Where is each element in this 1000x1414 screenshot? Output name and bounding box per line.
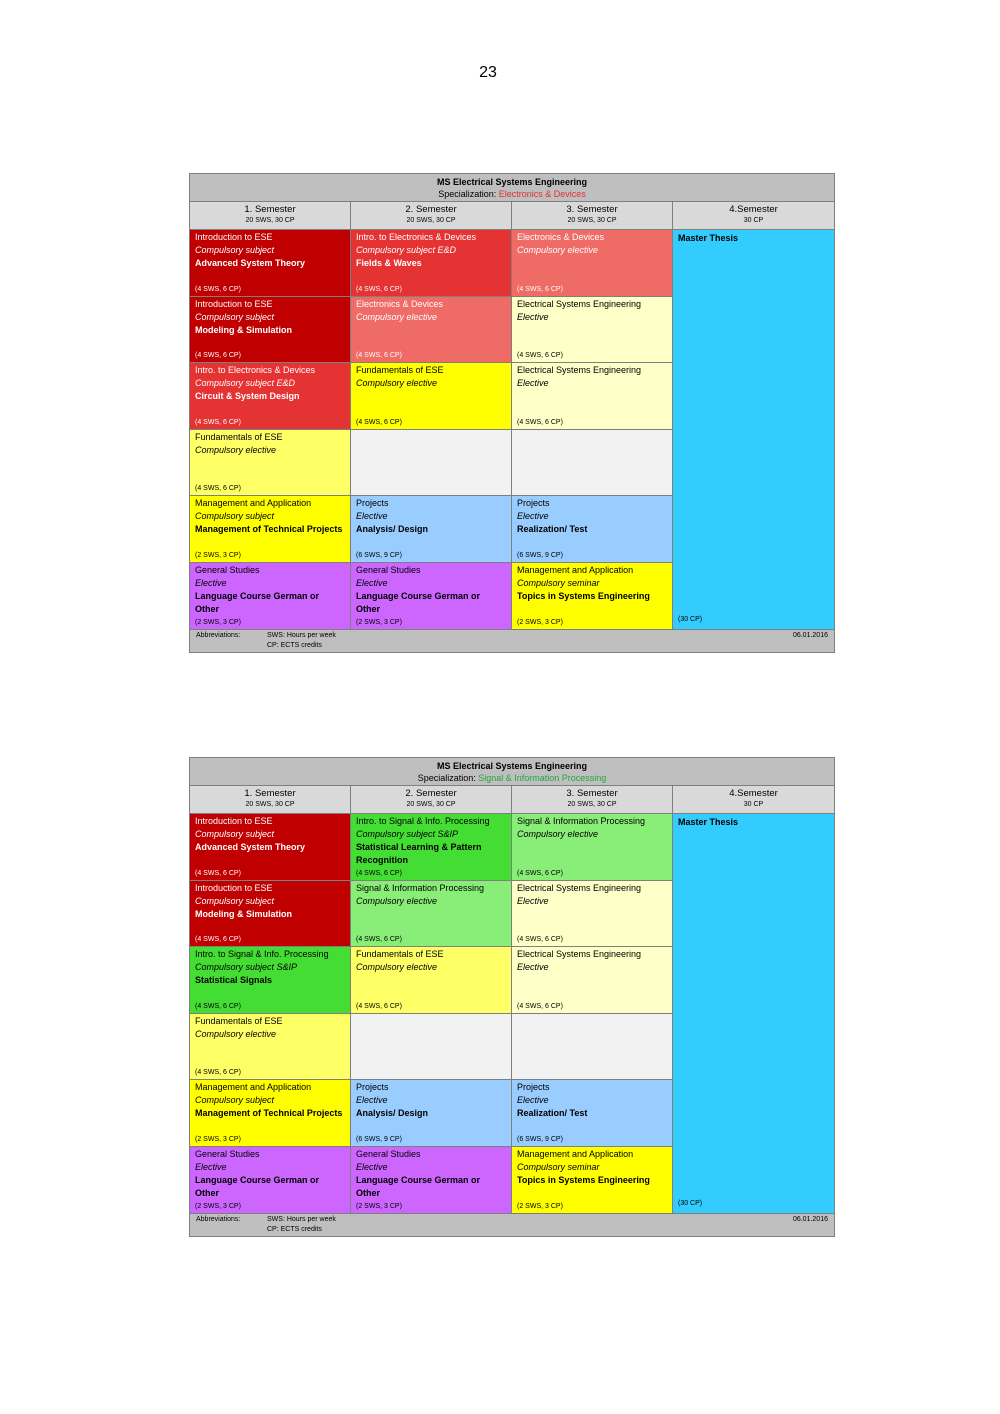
abbreviation-cp: CP: ECTS credits [267, 1226, 322, 1233]
module-area: Management and Application [195, 1082, 312, 1092]
module-area: Electronics & Devices [517, 232, 605, 242]
module-type: Compulsory subject [195, 895, 275, 906]
module-workload: (2 SWS, 3 CP) [517, 619, 563, 626]
semester-title: 2. Semester [405, 204, 457, 215]
module-cell [512, 496, 672, 563]
module-cell [190, 563, 350, 630]
module-type: Elective [356, 1161, 388, 1172]
master-thesis-block [673, 230, 834, 629]
module-type: Elective [517, 378, 549, 388]
module-cell [351, 363, 511, 430]
module-area: General Studies [356, 564, 421, 575]
module-workload: (6 SWS, 9 CP) [356, 551, 402, 559]
module-cell [190, 363, 350, 430]
module-area: Fundamentals of ESE [195, 431, 283, 442]
module-cell [351, 496, 511, 563]
semester-title: 1. Semester [244, 204, 296, 215]
semester-title: 1. Semester [244, 788, 296, 799]
semester-column [512, 230, 673, 629]
semester-column [512, 814, 673, 1213]
module-workload: (4 SWS, 6 CP) [517, 936, 563, 943]
module-name: Modeling & Simulation [195, 324, 292, 335]
module-grid [190, 230, 834, 630]
module-workload: (4 SWS, 6 CP) [195, 418, 241, 426]
study-plan-signal-processing [189, 757, 835, 1237]
empty-cell [351, 1014, 511, 1081]
module-workload: (4 SWS, 6 CP) [356, 418, 402, 426]
module-name: Management of Technical Projects [195, 1108, 343, 1118]
module-area: Projects [517, 498, 550, 508]
semester-column [190, 230, 351, 629]
module-cell [351, 297, 511, 364]
module-name: Realization/ Test [517, 1108, 588, 1118]
plan-specialization [190, 772, 834, 784]
module-workload: (4 SWS, 6 CP) [195, 1069, 241, 1076]
module-area: General Studies [195, 1148, 260, 1159]
semester-column [190, 814, 351, 1213]
module-type: Compulsory elective [517, 829, 599, 839]
module-type: Elective [517, 895, 549, 906]
module-cell [351, 230, 511, 297]
module-workload: (4 SWS, 6 CP) [195, 1002, 241, 1010]
module-area: Introduction to ESE [195, 298, 273, 309]
module-workload: (2 SWS, 3 CP) [195, 1135, 241, 1143]
module-name: Topics in Systems Engineering [517, 1174, 650, 1185]
module-workload: (4 SWS, 6 CP) [517, 418, 563, 426]
module-area: Introduction to ESE [195, 816, 273, 826]
plan-title: MS Electrical Systems Engineering [436, 177, 588, 187]
module-cell [512, 881, 672, 948]
module-type: Compulsory subject S&IP [356, 829, 459, 839]
module-workload: (4 SWS, 6 CP) [195, 485, 241, 492]
semester-workload: 20 SWS, 30 CP [567, 217, 617, 224]
module-cell [351, 563, 511, 630]
module-cell [512, 814, 672, 881]
specialization-name: Signal & Information Processing [478, 773, 607, 783]
semester-header [673, 786, 834, 813]
module-type: Compulsory subject [195, 829, 275, 839]
module-area: Projects [517, 1082, 550, 1092]
module-type: Compulsory seminar [517, 1161, 600, 1172]
module-name: Modeling & Simulation [195, 908, 292, 919]
semester-column [351, 814, 512, 1213]
specialization-prefix: Specialization: [438, 189, 499, 199]
module-type: Compulsory subject S&IP [195, 962, 298, 972]
module-workload: (4 SWS, 6 CP) [195, 285, 241, 293]
module-type: Compulsory subject E&D [195, 378, 296, 388]
module-workload: (4 SWS, 6 CP) [356, 352, 402, 359]
semester-header-row [190, 202, 834, 230]
module-type: Elective [517, 311, 549, 322]
module-area: Introduction to ESE [195, 232, 273, 242]
module-name: Fields & Waves [356, 258, 422, 268]
specialization-prefix: Specialization: [417, 773, 479, 783]
module-area: Fundamentals of ESE [356, 365, 444, 375]
module-workload: (2 SWS, 3 CP) [356, 619, 402, 626]
module-type: Compulsory subject E&D [356, 245, 457, 255]
module-workload: (4 SWS, 6 CP) [356, 285, 402, 293]
module-name: Language Course German or Other [356, 1174, 481, 1198]
module-name: Topics in Systems Engineering [517, 590, 650, 601]
abbreviation-cp: CP: ECTS credits [267, 642, 322, 649]
module-workload: (6 SWS, 9 CP) [517, 1135, 563, 1143]
module-cell [512, 1147, 672, 1214]
module-type: Elective [517, 511, 549, 521]
module-type: Compulsory seminar [517, 577, 600, 588]
plan-title: MS Electrical Systems Engineering [436, 761, 588, 771]
module-name: Realization/ Test [517, 524, 588, 534]
module-type: Compulsory elective [356, 962, 438, 972]
module-area: General Studies [356, 1148, 421, 1159]
module-cell [190, 881, 350, 948]
plan-header [190, 174, 834, 202]
module-workload: (2 SWS, 3 CP) [195, 1203, 241, 1210]
module-workload: (2 SWS, 3 CP) [517, 1203, 563, 1210]
module-type: Compulsory elective [356, 311, 438, 322]
module-grid [190, 814, 834, 1214]
semester-title: 3. Semester [566, 788, 618, 799]
module-name: Circuit & System Design [195, 391, 300, 401]
module-area: Management and Application [517, 564, 634, 575]
module-type: Compulsory subject [195, 1095, 275, 1105]
study-plan-electronics [189, 173, 835, 653]
module-name: Analysis/ Design [356, 524, 429, 534]
module-type: Elective [195, 1161, 227, 1172]
specialization-name: Electronics & Devices [498, 189, 586, 199]
empty-cell [351, 430, 511, 497]
module-area: Electrical Systems Engineering [517, 365, 642, 375]
module-workload: (6 SWS, 9 CP) [356, 1135, 402, 1143]
semester-workload: 30 CP [743, 801, 764, 808]
semester-workload: 20 SWS, 30 CP [245, 801, 295, 808]
module-area: Projects [356, 1082, 389, 1092]
module-cell [512, 947, 672, 1014]
module-cell [512, 230, 672, 297]
module-name: Statistical Learning & Pattern Recognition [356, 842, 482, 865]
module-cell [512, 297, 672, 364]
module-cell [190, 230, 350, 297]
module-cell [190, 496, 350, 563]
module-name: Language Course German or Other [356, 590, 481, 614]
empty-cell [512, 430, 672, 497]
semester-title: 2. Semester [405, 788, 457, 799]
module-workload: (2 SWS, 3 CP) [356, 1203, 402, 1210]
module-area: General Studies [195, 564, 260, 575]
module-type: Compulsory subject [195, 311, 275, 322]
empty-cell [512, 1014, 672, 1081]
module-type: Elective [517, 962, 549, 972]
module-workload: (4 SWS, 6 CP) [517, 285, 563, 293]
semester-header [673, 202, 834, 229]
module-workload: (4 SWS, 6 CP) [517, 1002, 563, 1010]
module-area: Intro. to Signal & Info. Processing [356, 816, 490, 826]
semester-workload: 20 SWS, 30 CP [245, 217, 295, 224]
module-workload: (4 SWS, 6 CP) [356, 869, 402, 877]
module-area: Electrical Systems Engineering [517, 298, 642, 309]
plan-specialization [190, 188, 834, 200]
module-area: Management and Application [195, 498, 312, 508]
module-name: Analysis/ Design [356, 1108, 429, 1118]
module-area: Fundamentals of ESE [195, 1015, 283, 1026]
module-area: Signal & Information Processing [356, 882, 485, 893]
module-type: Elective [356, 1095, 388, 1105]
semester-column [351, 230, 512, 629]
module-cell [351, 947, 511, 1014]
plan-footer [190, 1214, 834, 1236]
module-area: Intro. to Electronics & Devices [356, 232, 477, 242]
module-name: Advanced System Theory [195, 258, 306, 268]
thesis-title: Master Thesis [678, 817, 739, 827]
module-workload: (4 SWS, 6 CP) [195, 936, 241, 943]
module-cell [190, 1014, 350, 1081]
module-type: Elective [356, 511, 388, 521]
semester-workload: 20 SWS, 30 CP [567, 801, 617, 808]
plan-date: 06.01.2016 [792, 1216, 828, 1223]
module-workload: (4 SWS, 6 CP) [195, 352, 241, 359]
module-cell [190, 297, 350, 364]
module-type: Elective [356, 577, 388, 588]
semester-header [190, 202, 351, 229]
module-name: Advanced System Theory [195, 842, 306, 852]
module-name: Statistical Signals [195, 975, 273, 985]
module-area: Electrical Systems Engineering [517, 949, 642, 959]
module-type: Compulsory elective [517, 245, 599, 255]
module-type: Compulsory elective [356, 895, 438, 906]
module-workload: (6 SWS, 9 CP) [517, 551, 563, 559]
semester-workload: 30 CP [743, 217, 764, 224]
thesis-title: Master Thesis [678, 233, 739, 243]
module-area: Projects [356, 498, 389, 508]
plan-footer [190, 630, 834, 652]
module-area: Intro. to Electronics & Devices [195, 365, 316, 375]
module-type: Elective [517, 1095, 549, 1105]
semester-header [351, 202, 512, 229]
module-cell [512, 563, 672, 630]
module-workload: (4 SWS, 6 CP) [195, 869, 241, 877]
module-cell [512, 1080, 672, 1147]
semester-workload: 20 SWS, 30 CP [406, 801, 456, 808]
semester-workload: 20 SWS, 30 CP [406, 217, 456, 224]
module-workload: (4 SWS, 6 CP) [356, 1002, 402, 1010]
module-cell [190, 814, 350, 881]
module-cell [351, 1147, 511, 1214]
module-workload: (2 SWS, 3 CP) [195, 551, 241, 559]
abbreviation-sws: SWS: Hours per week [267, 632, 336, 639]
module-area: Introduction to ESE [195, 882, 273, 893]
module-cell [190, 1080, 350, 1147]
semester-header [190, 786, 351, 813]
semester-header [351, 786, 512, 813]
module-cell [351, 1080, 511, 1147]
module-workload: (4 SWS, 6 CP) [517, 869, 563, 877]
thesis-credits: (30 CP) [678, 1200, 703, 1207]
module-type: Compulsory elective [195, 1028, 277, 1039]
module-name: Management of Technical Projects [195, 524, 343, 534]
abbreviations-label: Abbreviations: [196, 1216, 241, 1223]
thesis-credits: (30 CP) [678, 616, 703, 623]
module-cell [190, 430, 350, 497]
module-cell [512, 363, 672, 430]
module-type: Compulsory subject [195, 245, 275, 255]
module-type: Compulsory subject [195, 511, 275, 521]
semester-header [512, 786, 673, 813]
semester-title: 3. Semester [566, 204, 618, 215]
module-area: Management and Application [517, 1148, 634, 1159]
abbreviations-label: Abbreviations: [196, 632, 241, 639]
module-area: Intro. to Signal & Info. Processing [195, 949, 329, 959]
plan-header [190, 758, 834, 786]
module-workload: (2 SWS, 3 CP) [195, 619, 241, 626]
semester-title: 4.Semester [729, 204, 778, 215]
master-thesis-block [673, 814, 834, 1213]
module-type: Compulsory elective [356, 378, 438, 388]
module-area: Signal & Information Processing [517, 816, 646, 826]
abbreviation-sws: SWS: Hours per week [267, 1216, 336, 1223]
module-cell [351, 814, 511, 881]
module-type: Compulsory elective [195, 444, 277, 455]
semester-header-row [190, 786, 834, 814]
module-cell [190, 1147, 350, 1214]
plan-date: 06.01.2016 [792, 632, 828, 639]
module-type: Elective [195, 577, 227, 588]
module-workload: (4 SWS, 6 CP) [517, 352, 563, 359]
module-cell [351, 881, 511, 948]
module-name: Language Course German or Other [195, 1174, 320, 1198]
module-area: Electrical Systems Engineering [517, 882, 642, 893]
semester-header [512, 202, 673, 229]
module-name: Language Course German or Other [195, 590, 320, 614]
page-number: 23 [479, 64, 497, 81]
module-area: Electronics & Devices [356, 298, 444, 309]
module-area: Fundamentals of ESE [356, 949, 444, 959]
module-cell [190, 947, 350, 1014]
module-workload: (4 SWS, 6 CP) [356, 936, 402, 943]
semester-title: 4.Semester [729, 788, 778, 799]
